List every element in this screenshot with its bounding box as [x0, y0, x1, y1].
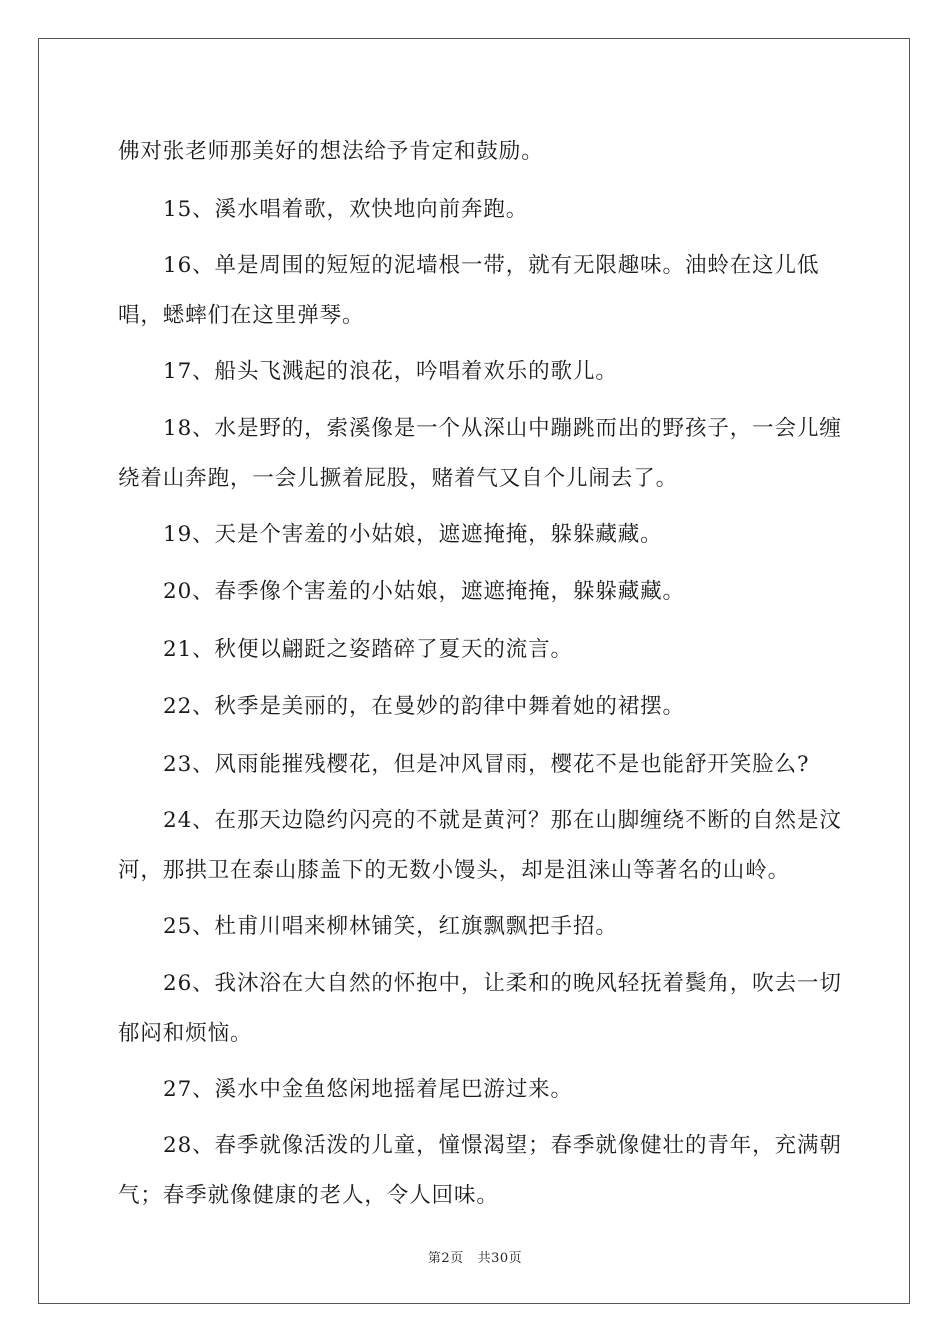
paragraph-15: 15、溪水唱着歌，欢快地向前奔跑。	[163, 196, 529, 222]
paragraph-24: 24、在那天边隐约闪亮的不就是黄河？那在山脚缠绕不断的自然是汶河，那拱卫在泰山膝盖下的无数小馒头，却是沮涞山等著名的山岭。	[118, 808, 842, 883]
paragraph-27: 27、溪水中金鱼悠闲地摇着尾巴游过来。	[163, 1076, 573, 1102]
paragraph-19: 19、天是个害羞的小姑娘，遮遮掩掩，躲躲藏藏。	[163, 521, 663, 547]
page-total: 共30页	[477, 1251, 523, 1266]
page-number: 第2页	[427, 1251, 464, 1266]
paragraph-22: 22、秋季是美丽的，在曼妙的韵律中舞着她的裙摆。	[163, 694, 685, 719]
paragraph-28: 28、春季就像活泼的儿童，憧憬渴望；春季就像健壮的青年，充满朝气；春季就像健康的老人，令人回味。	[118, 1133, 842, 1208]
paragraph-continuation: 佛对张老师那美好的想法给予肯定和鼓励。	[118, 139, 544, 164]
paragraph-25: 25、杜甫川唱来柳林铺笑，红旗飘飘把手招。	[163, 914, 618, 939]
page-footer	[0, 1247, 950, 1266]
paragraph-20: 20、春季像个害羞的小姑娘，遮遮掩掩，躲躲藏藏。	[163, 579, 685, 604]
paragraph-26: 26、我沐浴在大自然的怀抱中，让柔和的晚风轻抚着鬓角，吹去一切郁闷和烦恼。	[118, 970, 842, 1046]
paragraph-21: 21、秋便以翩跹之姿踏碎了夏天的流言。	[163, 636, 573, 662]
paragraph-23: 23、风雨能摧残樱花，但是冲风冒雨，樱花不是也能舒开笑脸么?	[163, 751, 810, 777]
paragraph-18: 18、水是野的，索溪像是一个从深山中蹦跳而出的野孩子，一会儿缠绕着山奔跑，一会儿撅着屁股，赌着气又自个儿闹去了。	[118, 415, 842, 491]
paragraph-16: 16、单是周围的短短的泥墙根一带，就有无限趣味。油蛉在这儿低唱，蟋蟀们在这里弹琴。	[118, 253, 820, 328]
document-body	[118, 126, 848, 1226]
paragraph-17: 17、船头飞溅起的浪花，吟唱着欢乐的歌儿。	[163, 359, 618, 384]
